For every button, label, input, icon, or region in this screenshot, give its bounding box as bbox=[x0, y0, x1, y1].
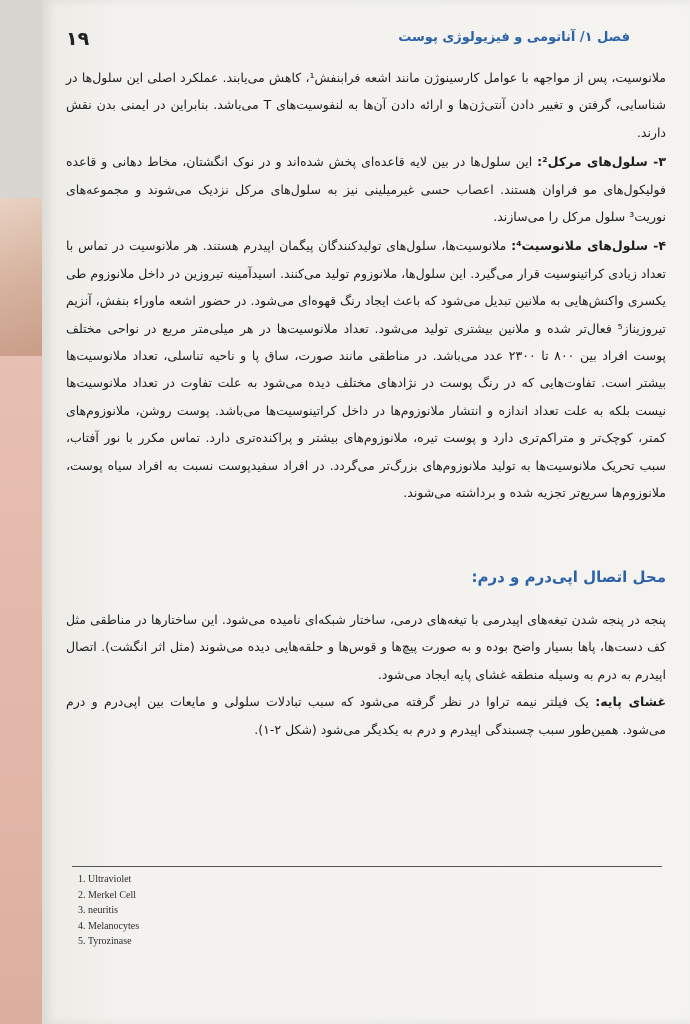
page-number: ۱۹ bbox=[66, 28, 90, 50]
paragraph-heading: غشای پایه: bbox=[595, 694, 666, 710]
body-text bbox=[66, 64, 666, 509]
footnote-divider bbox=[72, 866, 662, 867]
paragraph-heading: ۳- سلول‌های مرکل²: bbox=[537, 154, 666, 170]
footnote: 4. Melanocytes bbox=[78, 920, 140, 932]
paragraph bbox=[66, 606, 666, 688]
section-heading: محل اتصال اپی‌درم و درم: bbox=[471, 568, 666, 586]
paragraph bbox=[66, 64, 666, 146]
footnote: 3. neuritis bbox=[78, 905, 118, 916]
paragraph-heading: ۴- سلول‌های ملانوسیت⁴: bbox=[511, 238, 666, 254]
paragraph bbox=[66, 148, 666, 230]
paragraph-text: این سلول‌ها در بین لایه قاعده‌ای پخش شده‌اند و در نوک انگشتان، مخاط دهانی و قاعده فولیکول‌های مو فراوان هستند. اعصاب حسی غیرمیلینی نیز به سلول‌های مرکل نزدیک می‌شوند و مجموعه‌های نوریت³ سلول مرکل را می‌سازند. bbox=[66, 154, 666, 225]
running-head: فصل ۱/ آناتومی و فیزیولوژی پوست bbox=[398, 30, 630, 45]
section-body bbox=[66, 606, 666, 743]
page-header bbox=[42, 26, 690, 56]
paragraph-text: یک فیلتر نیمه تراوا در نظر گرفته می‌شود که سبب تبادلات سلولی و مایعات بین اپی‌درم و درم می‌شود. همین‌طور سبب چسبندگی اپیدرم و درم به یکدیگر می‌شود (شکل ۲-۱). bbox=[66, 694, 666, 737]
page bbox=[42, 0, 690, 1024]
paragraph bbox=[66, 688, 666, 743]
paragraph bbox=[66, 232, 666, 506]
paragraph-text: پنجه در پنجه شدن تیغه‌های اپیدرمی با تیغه‌های درمی، ساختار شبکه‌ای نامیده می‌شود. این ساختارها در مناطقی مثل کف دست‌ها، پاها بسیار واضح بوده و به صورت پیچ‌ها و قوس‌ها و حلقه‌هایی دیده می‌شوند (مثل اثر انگشت). اتصال اپیدرم به درم به وسیله منطقه غشای پایه ایجاد می‌شود. bbox=[66, 612, 666, 682]
footnote: 1. Ultraviolet bbox=[78, 874, 132, 885]
footnote: 2. Merkel Cell bbox=[78, 889, 137, 901]
page-edge-band bbox=[0, 356, 44, 1024]
paragraph-text: ملانوسیت‌ها، سلول‌های تولیدکنندگان پیگمان اپیدرم هستند. هر ملانوسیت در تماس با تعداد زیادی کراتینوسیت قرار می‌گیرد. این سلول‌ها، ملانوزوم تولید می‌کنند. اسیدآمینه تیروزین در داخل ملانوزوم طی یکسری واکنش‌هایی به ملانین تبدیل می‌شود که باعث ایجاد رنگ قهوه‌ای می‌شود. در حضور اشعه ماوراء بنفش، آنزیم تیروزیناز⁵ فعال‌تر شده و ملانین بیشتری تولید می‌شود. تعداد ملانوسیت‌ها در هر میلی‌متر مربع در نواحی مختلف پوست افراد بین ۸۰۰ تا ۲۳۰۰ عدد می‌باشد. در مناطقی مانند صورت، ساق پا و ناحیه تناسلی، تعداد ملانوسیت‌ها بیشتر است. تفاوت‌هایی که در رنگ پوست در نژادهای مختلف دیده می‌شود به علت تفاوت در تعداد ملانوسیت‌ها نیست بلکه به علت تعداد اندازه و انتشار ملانوزوم‌ها در داخل کراتینوسیت‌ها می‌باشد. پوست روشن، ملانوزوم‌های کمتر، کوچک‌تر و متراکم‌تری دارد و پوست تیره، ملانوزوم‌های بیشتر و پراکنده‌تری دارد. تماس مکرر با نور آفتاب، سبب تحریک ملانوسیت‌ها به تولید ملانوزوم‌های بزرگ‌تر می‌گردد. در افراد سفیدپوست نسبت به افراد سیاه پوست، ملانوزوم‌ها سریع‌تر تجزیه شده و برداشته می‌شوند. bbox=[66, 238, 667, 501]
footnotes bbox=[78, 872, 378, 950]
footnote: 5. Tyrozinase bbox=[78, 936, 132, 947]
paragraph-text: ملانوسیت، پس از مواجهه با عوامل کارسینوژن مانند اشعه فرابنفش¹، کاهش می‌یابند. عملکرد اصلی این سلول‌ها در شناسایی، گرفتن و تغییر دادن آنتی‌ژن‌ها و ارائه دادن آن‌ها به لنفوسیت‌های T می‌باشد. بنابراین در ایمنی بدن نقش دارند. bbox=[66, 70, 667, 140]
